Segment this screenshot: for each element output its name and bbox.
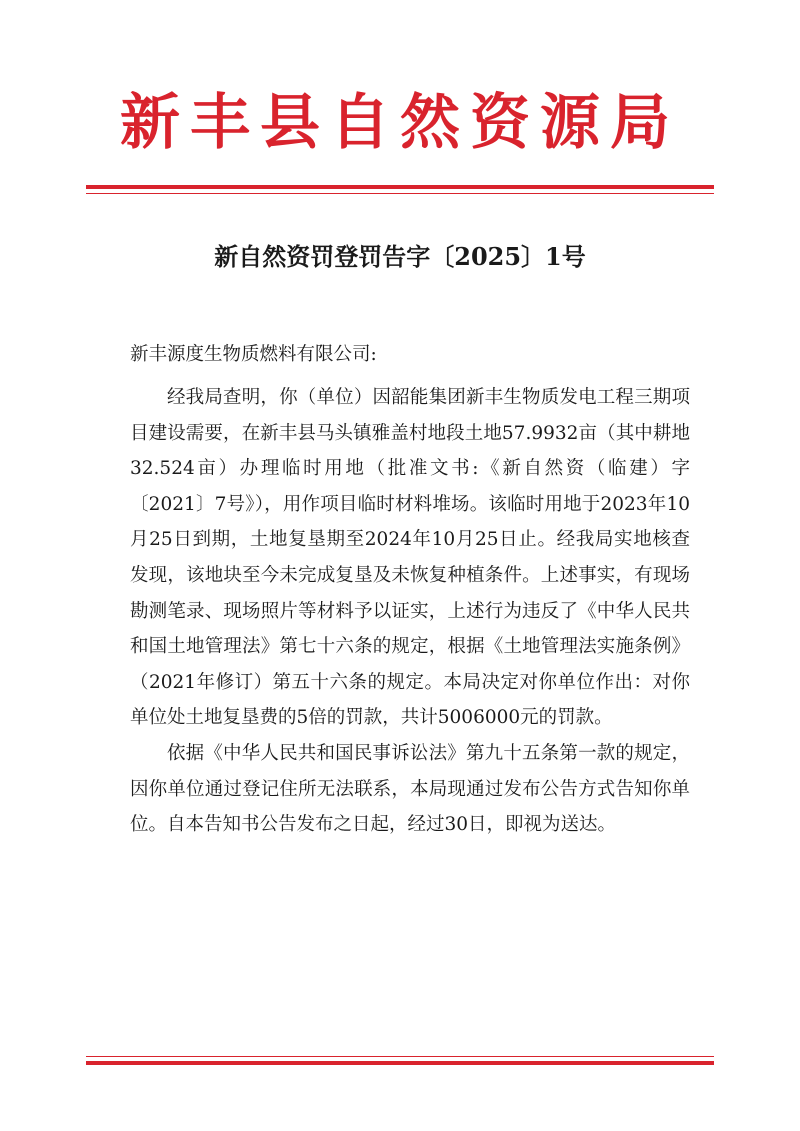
agency-masthead: 新丰县自然资源局	[120, 88, 680, 158]
document-body	[130, 380, 690, 843]
masthead-divider-thin	[86, 193, 714, 194]
masthead-divider-thick	[86, 185, 714, 189]
addressee: 新丰源度生物质燃料有限公司:	[130, 344, 377, 365]
body-paragraph-1: 经我局查明，你（单位）因韶能集团新丰生物质发电工程三期项目建设需要，在新丰县马头镇雅盖村地段土地57.9932亩（其中耕地32.524亩）办理临时用地（批准文书:《新自然资（临建）字〔2021〕7号》），用作项目临时材料堆场。该临时用地于2023年10月25日到期，土地复垦期至2024年10月25日止。经我局实地核查发现，该地块至今未完成复垦及未恢复种植条件。上述事实，有现场勘测笔录、现场照片等材料予以证实，上述行为违反了《中华人民共和国土地管理法》第七十六条的规定，根据《土地管理法实施条例》（2021年修订）第五十六条的规定。本局决定对你单位作出：对你单位处土地复垦费的5倍的罚款，共计5006000元的罚款。	[130, 387, 690, 729]
document-number: 新自然资罚登罚告字〔2025〕1号	[214, 242, 586, 271]
footer-divider-thin	[86, 1056, 714, 1057]
footer-divider-thick	[86, 1061, 714, 1065]
body-paragraph-2: 依据《中华人民共和国民事诉讼法》第九十五条第一款的规定，因你单位通过登记住所无法联系，本局现通过发布公告方式告知你单位。自本告知书公告发布之日起，经过30日，即视为送达。	[130, 742, 690, 836]
